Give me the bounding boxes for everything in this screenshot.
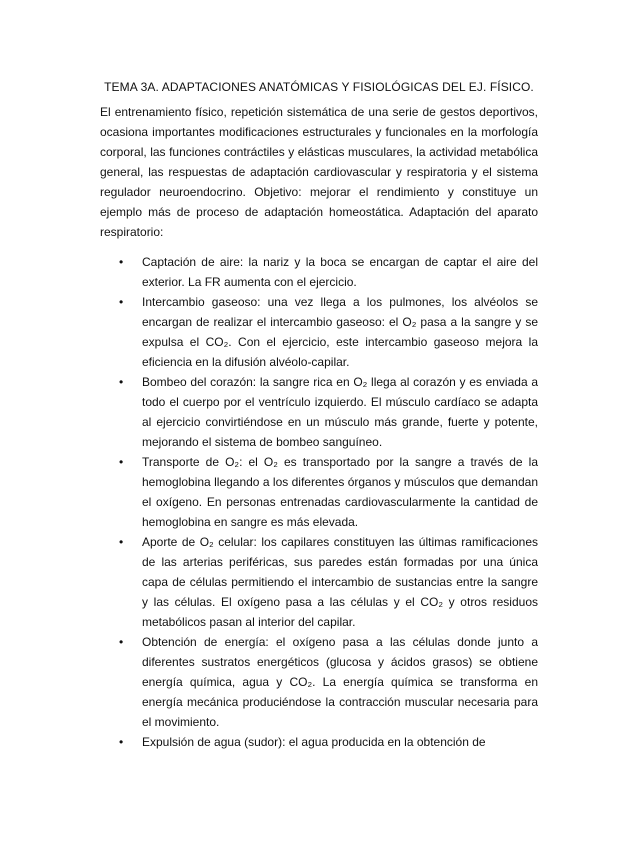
list-item	[100, 292, 538, 372]
list-item	[100, 452, 538, 532]
bullet-icon: •	[119, 455, 124, 469]
list-item	[100, 632, 538, 732]
adaptations-list	[100, 252, 538, 752]
list-item-text: Bombeo del corazón: la sangre rica en O₂ llega al corazón y es enviada a todo el cuerpo por el ventrículo izquierdo. El músculo cardíaco se adapta al ejercicio convirtiéndose en un músculo más grande, fuerte y potente, mejorando el sistema de bombeo sanguíneo.	[142, 375, 538, 449]
list-item-text: Expulsión de agua (sudor): el agua producida en la obtención de	[142, 735, 486, 749]
document-title: TEMA 3A. ADAPTACIONES ANATÓMICAS Y FISIOLÓGICAS DEL EJ. FÍSICO.	[104, 80, 534, 94]
bullet-icon: •	[119, 295, 124, 309]
list-item-text: Obtención de energía: el oxígeno pasa a las células donde junto a diferentes sustratos energéticos (glucosa y ácidos grasos) se obtiene energía química, agua y CO₂. La energía química se transforma en energía mecánica produciéndose la contracción muscular necesaria para el movimiento.	[142, 635, 538, 729]
bullet-icon: •	[119, 255, 124, 269]
list-item	[100, 532, 538, 632]
list-item-text: Captación de aire: la nariz y la boca se encargan de captar el aire del exterior. La FR aumenta con el ejercicio.	[142, 255, 538, 289]
list-item-text: Transporte de O₂: el O₂ es transportado por la sangre a través de la hemoglobina llegando a los diferentes órganos y músculos que demandan el oxígeno. En personas entrenadas cardiovascularmente la cantidad de hemoglobina en sangre es más elevada.	[142, 455, 538, 529]
list-item	[100, 372, 538, 452]
bullet-icon: •	[119, 535, 124, 549]
bullet-icon: •	[119, 735, 124, 749]
bullet-icon: •	[119, 635, 124, 649]
list-item	[100, 252, 538, 292]
list-item-text: Intercambio gaseoso: una vez llega a los pulmones, los alvéolos se encargan de realizar el intercambio gaseoso: el O₂ pasa a la sangre y se expulsa el CO₂. Con el ejercicio, este intercambio gaseoso mejora la eficiencia en la difusión alvéolo-capilar.	[142, 295, 538, 369]
intro-paragraph: El entrenamiento físico, repetición sistemática de una serie de gestos deportivos, ocasiona importantes modificaciones estructurales y funcionales en la morfología corporal, las funciones contráctiles y elásticas musculares, la actividad metabólica general, las respuestas de adaptación cardiovascular y respiratoria y el sistema regulador neuroendocrino. Objetivo: mejorar el rendimiento y constituye un ejemplo más de proceso de adaptación homeostática. Adaptación del aparato respiratorio:	[100, 105, 538, 239]
list-item-text: Aporte de O₂ celular: los capilares constituyen las últimas ramificaciones de las arterias periféricas, sus paredes están formadas por una única capa de células permitiendo el intercambio de sustancias entre la sangre y las células. El oxígeno pasa a las células y el CO₂ y otros residuos metabólicos pasan al interior del capilar.	[142, 535, 538, 629]
list-item	[100, 732, 538, 752]
bullet-icon: •	[119, 375, 124, 389]
